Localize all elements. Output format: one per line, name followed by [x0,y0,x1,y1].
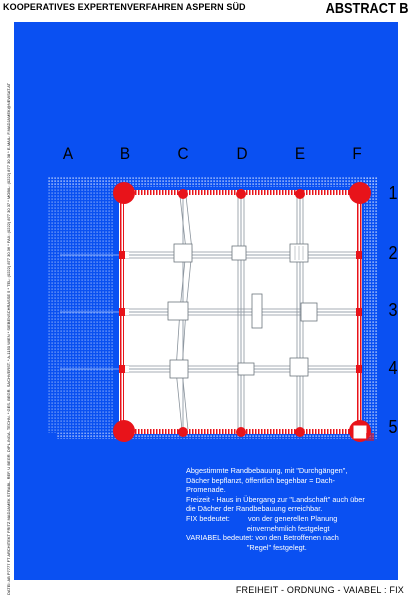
description-line: Abgestimmte Randbebauung, mit "Durchgängen", [186,466,348,475]
column-label-a: A [62,144,74,163]
row-label-1: 1 [388,183,398,203]
row-label-5: 5 [388,417,398,437]
row-label-2: 2 [388,243,398,263]
description-line: "Regel" festgelegt. [186,542,307,552]
column-label-e: E [294,144,306,163]
description-line: die Dächer der Randbebauung erreichbar. [186,504,323,514]
page-title: KOOPERATIVES EXPERTENVERFAHREN ASPERN SÜD [3,2,246,12]
column-label-d: D [236,144,248,163]
plan-description [186,466,376,552]
description-line: einvernehmlich festgelegt [186,523,330,533]
description-line: VARIABEL bedeutet: von den Betroffenen nach [186,533,339,543]
description-line: Freizeit - Haus in Übergang zur "Landschaft" auch über [186,494,365,504]
description-line: Promenade. [186,485,226,495]
column-label-f: F [352,144,362,163]
row-label-3: 3 [388,300,398,320]
description-line: Dächer bepflanzt, öffentlich begehbar = Dach- [186,475,335,485]
dotted-band-right [364,177,378,439]
row-label-4: 4 [388,358,398,378]
dotted-band-top [48,177,378,187]
footer-motto: FREIHEIT - ORDNUNG - VAIABEL : FIX [235,585,404,595]
abstract-label: ABSTRACT B [325,0,408,17]
column-label-b: B [119,144,131,163]
column-label-c: C [177,144,189,163]
description-line: FIX bedeutet: von der generellen Planung [186,513,338,523]
architect-info-text: DATEI: AB P7777 FT ARCHITEKT FRITZ MADJAMEK STRABL. REF. U BEGR. DIPL.INGA. TECHN. * GES. BEGR. SACHVERST. * A-1150 WIEN * SIEBENSCHRASSE 5 * TEL: (0222) 877 30 36 * FAX: (0222) 877 30 37 * MOBIL: (0222) 877 30 38 * E-MAIL: F.MADJAMEK@NEWSAT.AT [6,82,11,595]
